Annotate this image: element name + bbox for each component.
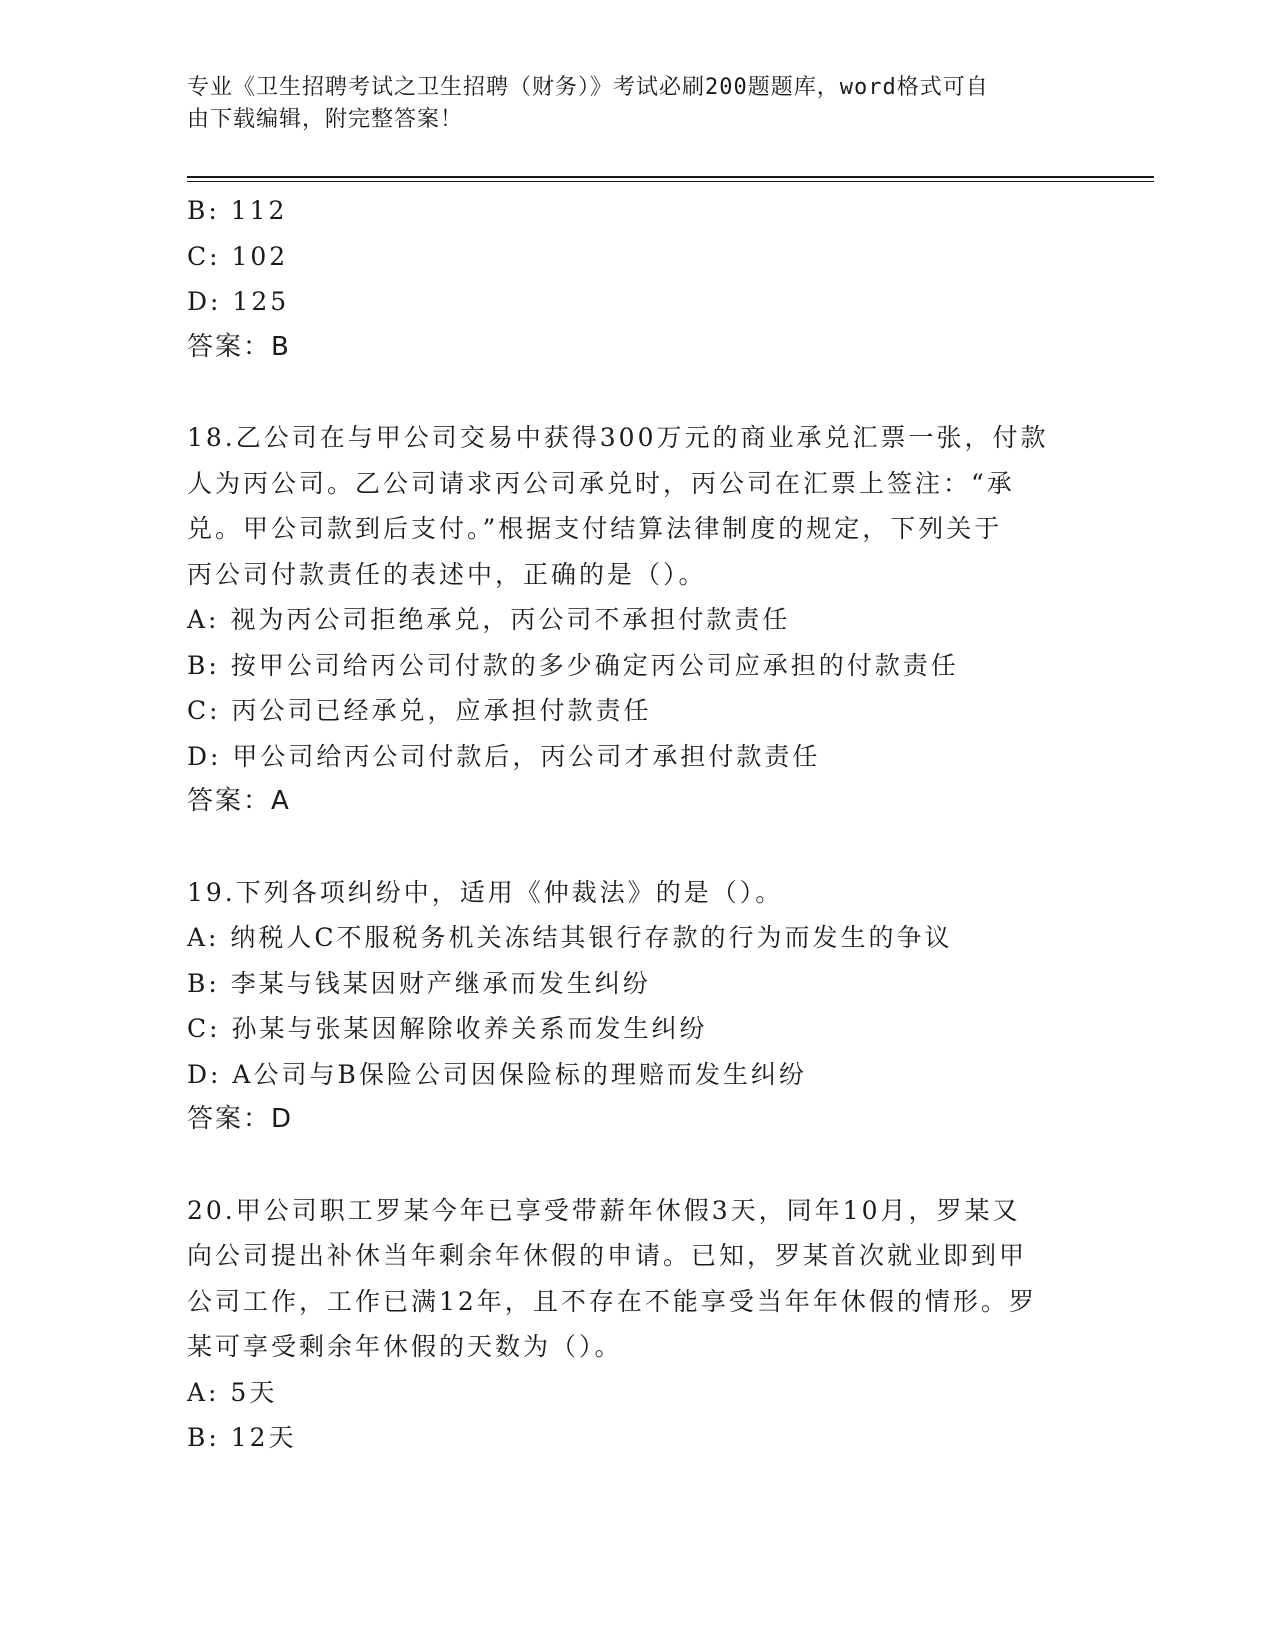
header-rule-thick (187, 176, 1154, 178)
spacer (187, 1143, 1087, 1188)
spacer (187, 825, 1087, 870)
option-a: A: 视为丙公司拒绝承兑，丙公司不承担付款责任 (187, 605, 791, 634)
option-b: B: 112 (187, 196, 288, 225)
question-stem: 20.甲公司职工罗某今年已享受带薪年休假3天，同年10月，罗某又 (187, 1195, 1021, 1225)
option-d: D: 125 (187, 287, 290, 316)
question-stem: 人为丙公司。乙公司请求丙公司承兑时，丙公司在汇票上签注：“承 (187, 468, 1015, 498)
question-stem: 18.乙公司在与甲公司交易中获得300万元的商业承兑汇票一张，付款 (187, 423, 1049, 452)
option-a: A: 纳税人C不服税务机关冻结其银行存款的行为而发生的争议 (187, 923, 953, 952)
answer-line: 答案：B (187, 331, 291, 362)
option-c: C: 丙公司已经承兑，应承担付款责任 (187, 696, 652, 725)
header-line-1: 专业《卫生招聘考试之卫生招聘（财务）》考试必刷200题题库，word格式可自 (187, 75, 989, 100)
option-b: B: 12天 (187, 1423, 297, 1452)
document-body (187, 188, 1087, 1461)
answer-line: 答案：D (187, 1104, 294, 1134)
question-20 (187, 1188, 1087, 1461)
question-stem: 某可享受剩余年休假的天数为（）。 (187, 1332, 623, 1361)
question-stem: 公司工作，工作已满12年，且不存在不能享受当年年休假的情形。罗 (187, 1286, 1037, 1316)
question-18 (187, 415, 1087, 825)
question-stem: 19.下列各项纠纷中，适用《仲裁法》的是（）。 (187, 877, 784, 907)
document-header (187, 72, 1067, 136)
option-b: B: 按甲公司给丙公司付款的多少确定丙公司应承担的付款责任 (187, 650, 959, 680)
option-b: B: 李某与钱某因财产继承而发生纠纷 (187, 968, 651, 998)
option-c: C: 孙某与张某因解除收养关系而发生纠纷 (187, 1014, 708, 1043)
option-d: D: 甲公司给丙公司付款后，丙公司才承担付款责任 (187, 741, 821, 771)
question-17-tail (187, 188, 1087, 370)
option-a: A: 5天 (187, 1377, 278, 1407)
answer-line: 答案：A (187, 786, 291, 816)
question-stem: 丙公司付款责任的表述中，正确的是（）。 (187, 559, 707, 589)
question-19 (187, 870, 1087, 1143)
spacer (187, 370, 1087, 415)
question-stem: 兑。甲公司款到后支付。”根据支付结算法律制度的规定，下列关于 (187, 514, 1003, 543)
question-stem: 向公司提出补休当年剩余年休假的申请。已知，罗某首次就业即到甲 (187, 1241, 1028, 1270)
option-c: C: 102 (187, 241, 289, 271)
header-line-2: 由下载编辑，附完整答案！ (187, 107, 464, 132)
option-d: D: A公司与B保险公司因保险标的理赔而发生纠纷 (187, 1059, 807, 1089)
header-rule-thin (187, 181, 1154, 182)
